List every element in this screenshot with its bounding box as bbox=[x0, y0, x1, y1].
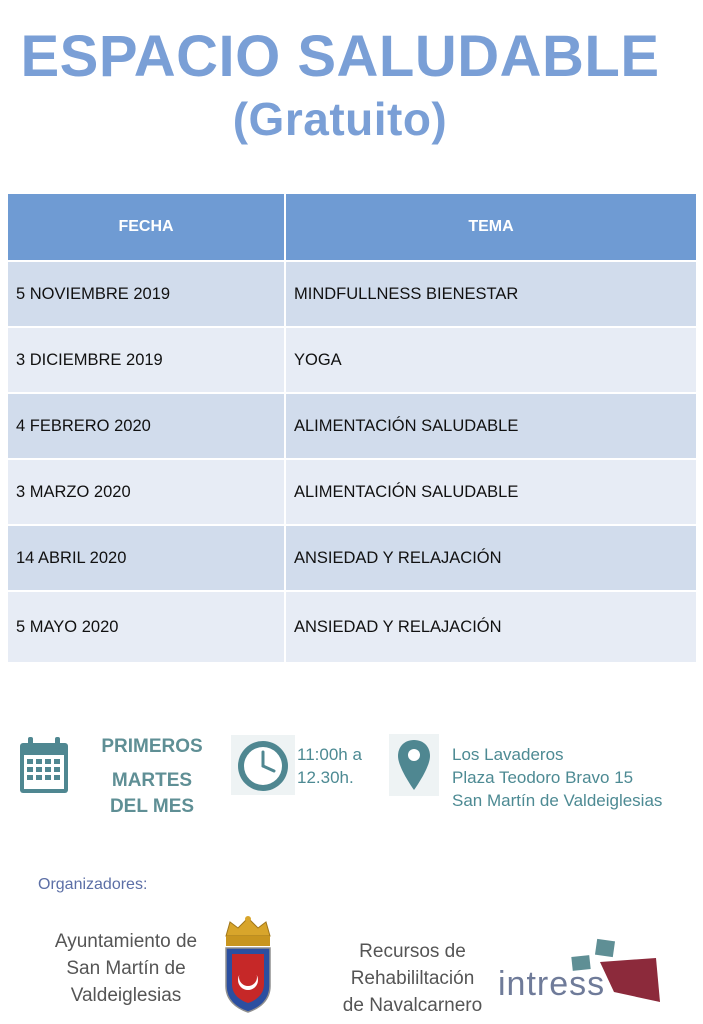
column-header-fecha: FECHA bbox=[8, 194, 285, 261]
page-title: ESPACIO SALUDABLE bbox=[20, 24, 660, 89]
calendar-icon bbox=[18, 735, 70, 800]
table-row bbox=[8, 327, 696, 393]
organizer-recursos-text bbox=[340, 938, 485, 1019]
table-row bbox=[8, 525, 696, 591]
schedule-table bbox=[8, 194, 696, 664]
org1-line-1: Ayuntamiento de bbox=[54, 931, 198, 952]
table-row bbox=[8, 591, 696, 663]
when-line-1: PRIMEROS bbox=[101, 736, 203, 757]
fecha-cell: 3 MARZO 2020 bbox=[8, 459, 285, 525]
tema-cell: MINDFULLNESS BIENESTAR bbox=[285, 261, 696, 327]
intress-logo-text: intress bbox=[498, 965, 606, 1003]
column-header-tema: TEMA bbox=[285, 194, 696, 261]
table-row bbox=[8, 393, 696, 459]
org2-line-3: de Navalcarnero bbox=[342, 995, 483, 1016]
table-row bbox=[8, 261, 696, 327]
organizer-ayuntamiento-text bbox=[50, 928, 202, 1009]
org2-line-1: Recursos de bbox=[359, 941, 466, 962]
org1-line-2: San Martín de bbox=[66, 958, 186, 979]
time-text bbox=[297, 743, 362, 789]
tema-cell: ALIMENTACIÓN SALUDABLE bbox=[285, 459, 696, 525]
location-text bbox=[452, 743, 662, 812]
tema-cell: ALIMENTACIÓN SALUDABLE bbox=[285, 393, 696, 459]
when-line-3: DEL MES bbox=[109, 796, 195, 817]
fecha-cell: 5 MAYO 2020 bbox=[8, 591, 285, 663]
fecha-cell: 4 FEBRERO 2020 bbox=[8, 393, 285, 459]
org1-line-3: Valdeiglesias bbox=[70, 985, 182, 1006]
table-header-row bbox=[8, 194, 696, 261]
map-pin-icon bbox=[389, 734, 439, 801]
tema-cell: YOGA bbox=[285, 327, 696, 393]
schedule-when-text bbox=[88, 734, 216, 820]
when-line-2: MARTES bbox=[111, 770, 193, 791]
table-row bbox=[8, 459, 696, 525]
organizers-label: Organizadores: bbox=[38, 876, 148, 893]
clock-icon bbox=[231, 735, 295, 800]
tema-cell: ANSIEDAD Y RELAJACIÓN bbox=[285, 525, 696, 591]
page-subtitle: (Gratuito) bbox=[232, 93, 448, 145]
time-line-2: 12.30h. bbox=[297, 768, 354, 787]
fecha-cell: 14 ABRIL 2020 bbox=[8, 525, 285, 591]
location-line-2: Plaza Teodoro Bravo 15 bbox=[452, 768, 634, 787]
coat-of-arms-icon bbox=[220, 914, 276, 1019]
time-line-1: 11:00h a bbox=[297, 745, 362, 764]
location-line-1: Los Lavaderos bbox=[452, 745, 564, 764]
fecha-cell: 3 DICIEMBRE 2019 bbox=[8, 327, 285, 393]
org2-line-2: Rehabililtación bbox=[350, 968, 475, 989]
location-line-3: San Martín de Valdeiglesias bbox=[452, 791, 663, 810]
fecha-cell: 5 NOVIEMBRE 2019 bbox=[8, 261, 285, 327]
tema-cell: ANSIEDAD Y RELAJACIÓN bbox=[285, 591, 696, 663]
